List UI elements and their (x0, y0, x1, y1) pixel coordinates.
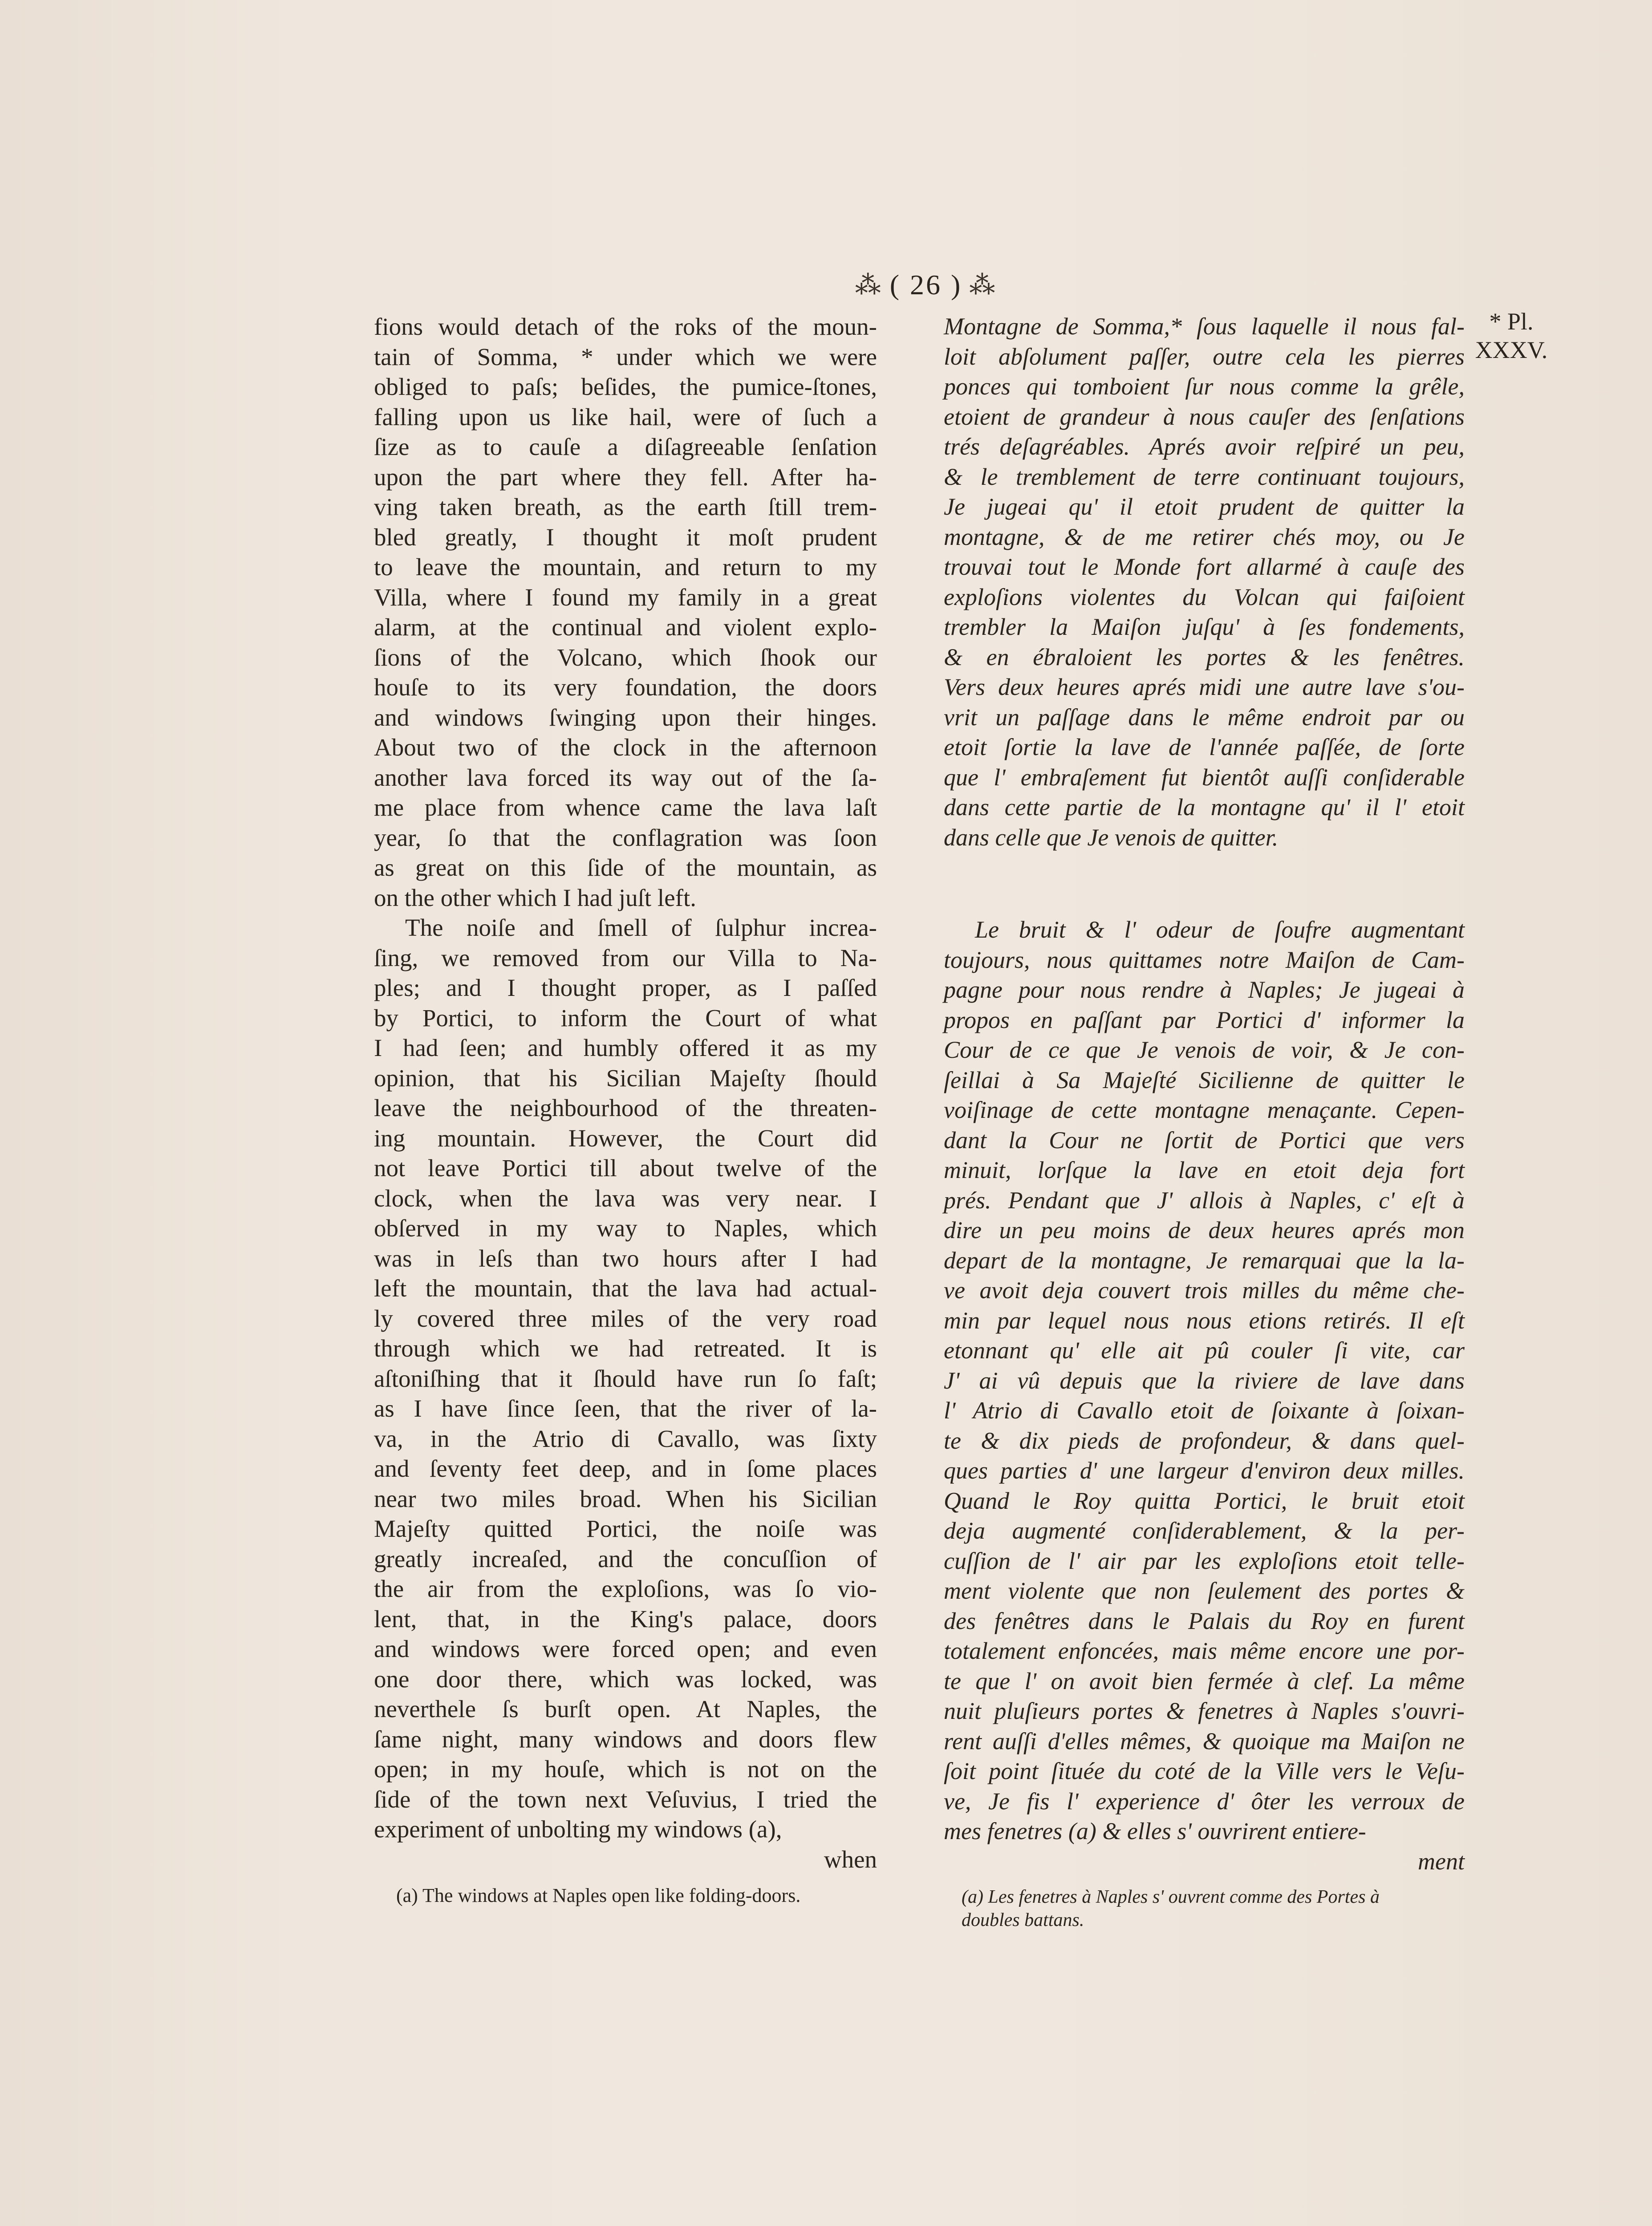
text-line: open; in my houſe, which is not on the (374, 1755, 877, 1783)
plate-reference-line: XXXV. (1475, 337, 1548, 363)
text-line: another lava forced its way out of the ſa- (374, 764, 877, 791)
text-line: clock, when the lava was very near. I (374, 1184, 877, 1212)
text-line: Le bruit & l' odeur de ſoufre augmentant (975, 916, 1465, 943)
text-line: dans celle que Je venois de quitter. (944, 824, 1279, 851)
text-line: opinion, that his Sicilian Majeſty ſhould (374, 1064, 877, 1092)
text-line: vrit un paſſage dans le même endroit par ou (944, 703, 1465, 731)
text-line: ques parties d' une largeur d'environ deux milles. (944, 1457, 1465, 1484)
text-line: Cour de ce que Je venois de voir, & Je con- (944, 1036, 1465, 1063)
text-line: through which we had retreated. It is (374, 1335, 877, 1362)
text-line: pagne pour nous rendre à Naples; Je jugeai à (944, 976, 1465, 1003)
english-paragraph-1 (374, 312, 877, 913)
text-line: ſize as to cauſe a diſagreeable ſenſation (374, 433, 877, 460)
english-footnote: (a) The windows at Naples open like folding-doors. (396, 1885, 801, 1906)
french-footnote-line: doubles battans. (962, 1910, 1084, 1930)
text-line: Je jugeai qu' il etoit prudent de quitter la (944, 493, 1465, 520)
text-line: ment violente que non ſeulement des portes & (944, 1577, 1465, 1604)
text-line: & le tremblement de terre continuant toujours, (944, 463, 1465, 490)
text-line: ſing, we removed from our Villa to Na- (374, 944, 877, 971)
text-line: dans cette partie de la montagne qu' il l' etoit (944, 794, 1465, 821)
english-column (374, 312, 877, 1874)
text-line: fions would detach of the roks of the moun- (374, 313, 877, 340)
text-line: experiment of unbolting my windows (a), (374, 1816, 782, 1843)
text-line: as I have ſince ſeen, that the river of la- (374, 1395, 877, 1422)
text-line: voiſinage de cette montagne menaçante. Cepen- (944, 1097, 1465, 1123)
text-line: obſerved in my way to Naples, which (374, 1215, 877, 1242)
text-line: ly covered three miles of the very road (374, 1304, 877, 1332)
text-line: ſeillai à Sa Majeſté Sicilienne de quitter le (944, 1066, 1465, 1093)
text-line: and windows were forced open; and even (374, 1635, 877, 1662)
text-line: left the mountain, that the lava had actual- (374, 1275, 877, 1302)
text-line: as great on this ſide of the mountain, as (374, 854, 877, 881)
text-line: upon the part where they fell. After ha- (374, 463, 877, 491)
text-line: Villa, where I found my family in a great (374, 583, 877, 611)
text-line: nuit pluſieurs portes & fenetres à Naples s'ouvri- (944, 1698, 1465, 1724)
french-footnote-line: (a) Les fenetres à Naples s' ouvrent comme des Portes à (962, 1887, 1380, 1907)
text-line: and windows ſwinging upon their hinges. (374, 703, 877, 731)
text-line: leave the neighbourhood of the threaten- (374, 1094, 877, 1121)
text-line: etonnant qu' elle ait pû couler ſi vite, car (944, 1337, 1465, 1364)
text-line: lent, that, in the King's palace, doors (374, 1605, 877, 1633)
text-line: houſe to its very foundation, the doors (374, 674, 877, 701)
text-line: falling upon us like hail, were of ſuch a (374, 403, 877, 431)
text-line: dant la Cour ne ſortit de Portici que vers (944, 1126, 1465, 1154)
text-line: The noiſe and ſmell of ſulphur increa- (405, 914, 877, 941)
text-line: and ſeventy feet deep, and in ſome places (374, 1455, 877, 1482)
text-line: ſide of the town next Veſuvius, I tried the (374, 1785, 877, 1813)
text-line: ve avoit deja couvert trois milles du même che- (944, 1277, 1465, 1304)
text-line: va, in the Atrio di Cavallo, was ſixty (374, 1425, 877, 1452)
text-line: aſtoniſhing that it ſhould have run ſo faſt; (374, 1365, 877, 1392)
text-line: toujours, nous quittames notre Maiſon de Cam- (944, 946, 1465, 973)
text-line: depart de la montagne, Je remarquai que la la- (944, 1247, 1465, 1274)
text-line: montagne, & de me retirer chés moy, ou Je (944, 523, 1465, 550)
text-line: prés. Pendant que J' allois à Naples, c' eſt à (944, 1186, 1465, 1214)
text-line: ving taken breath, as the earth ſtill trem- (374, 493, 877, 520)
text-line: on the other which I had juſt left. (374, 884, 696, 911)
text-line: te que l' on avoit bien fermée à clef. La même (944, 1667, 1465, 1694)
text-line: & en ébraloient les portes & les fenêtres. (944, 643, 1465, 670)
text-line: tain of Somma, * under which we were (374, 343, 877, 370)
text-line: obliged to paſs; beſides, the pumice-ſtones, (374, 373, 877, 400)
plate-reference-note (1473, 307, 1549, 364)
text-line: exploſions violentes du Volcan qui faiſoient (944, 583, 1465, 610)
text-line: mes fenetres (a) & elles s' ouvrirent entiere- (944, 1818, 1366, 1844)
french-column (944, 312, 1465, 1877)
text-line: loit abſolument paſſer, outre cela les pierres (944, 343, 1465, 370)
text-line: trouvai tout le Monde fort allarmé à cauſe des (944, 553, 1465, 580)
text-line: to leave the mountain, and return to my (374, 553, 877, 581)
plate-reference-line: * Pl. (1489, 308, 1534, 335)
ornament-right-icon: ⁂ (969, 271, 997, 300)
text-line: rent auſſi d'elles mêmes, & quoique ma Maiſon ne (944, 1727, 1465, 1755)
text-line: ve, Je fis l' experience d' ôter les verroux de (944, 1787, 1465, 1815)
text-line: greatly increaſed, and the concuſſion of (374, 1545, 877, 1572)
text-line: Quand le Roy quitta Portici, le bruit etoit (944, 1487, 1465, 1514)
text-line: totalement enfoncées, mais même encore une por- (944, 1637, 1465, 1664)
ornament-left-icon: ⁂ (855, 271, 883, 300)
text-line: trembler la Maiſon juſqu' à ſes fondements, (944, 613, 1465, 640)
text-line: des fenêtres dans le Palais du Roy en furent (944, 1607, 1465, 1634)
text-line: Majeſty quitted Portici, the noiſe was (374, 1515, 877, 1542)
text-line: l' Atrio di Cavallo etoit de ſoixante à ſoixan- (944, 1397, 1465, 1424)
english-catchword: when (824, 1845, 877, 1873)
text-line: one door there, which was locked, was (374, 1665, 877, 1693)
text-line: ponces qui tomboient ſur nous comme la grêle, (944, 373, 1465, 400)
page-header (828, 263, 1024, 307)
text-line: minuit, lorſque la lave en etoit deja fort (944, 1157, 1465, 1183)
text-line: not leave Portici till about twelve of the (374, 1154, 877, 1182)
text-line: deja augmenté conſiderablement, & la per- (944, 1517, 1465, 1544)
page-number: ( 26 ) (889, 269, 962, 301)
text-line: I had ſeen; and humbly offered it as my (374, 1034, 877, 1061)
text-line: ples; and I thought proper, as I paſſed (374, 974, 877, 1001)
text-line: trés deſagréables. Aprés avoir reſpiré un peu, (944, 433, 1465, 460)
text-line: min par lequel nous nous etions retirés. Il eſt (944, 1307, 1465, 1334)
text-line: ſoit point ſituée du coté de la Ville vers le Veſu- (944, 1758, 1465, 1784)
french-paragraph-2 (944, 915, 1465, 1847)
text-line: dire un peu moins de deux heures aprés mon (944, 1217, 1465, 1243)
text-line: bled greatly, I thought it moſt prudent (374, 523, 877, 551)
french-paragraph-1 (944, 312, 1465, 853)
text-line: near two miles broad. When his Sicilian (374, 1485, 877, 1512)
text-line: cuſſion de l' air par les exploſions etoit telle- (944, 1547, 1465, 1574)
text-line: que l' embraſement fut bientôt auſſi conſiderable (944, 764, 1465, 791)
text-line: J' ai vû depuis que la riviere de lave dans (944, 1367, 1465, 1394)
paragraph-gap (944, 853, 1465, 915)
text-line: ſame night, many windows and doors flew (374, 1725, 877, 1753)
text-line: me place from whence came the lava laſt (374, 794, 877, 821)
text-line: ſions of the Volcano, which ſhook our (374, 643, 877, 671)
text-line: Vers deux heures aprés midi une autre lave s'ou- (944, 674, 1465, 700)
text-line: alarm, at the continual and violent explo- (374, 613, 877, 641)
text-line: ing mountain. However, the Court did (374, 1124, 877, 1152)
text-line: by Portici, to inform the Court of what (374, 1004, 877, 1032)
text-line: About two of the clock in the afternoon (374, 734, 877, 761)
french-footnote (962, 1885, 1465, 1932)
text-line: etoient de grandeur à nous cauſer des ſenſations (944, 403, 1465, 430)
text-line: te & dix pieds de profondeur, & dans quel- (944, 1427, 1465, 1454)
text-line: the air from the exploſions, was ſo vio- (374, 1575, 877, 1602)
french-catchword: ment (1418, 1848, 1465, 1875)
text-line: etoit ſortie la lave de l'année paſſée, de ſorte (944, 734, 1465, 760)
text-line: propos en paſſant par Portici d' informer la (944, 1006, 1465, 1033)
text-line: year, ſo that the conflagration was ſoon (374, 824, 877, 851)
text-line: was in leſs than two hours after I had (374, 1244, 877, 1272)
text-line: neverthele ſs burſt open. At Naples, the (374, 1695, 877, 1722)
english-paragraph-2 (374, 913, 877, 1844)
text-line: Montagne de Somma,* ſous laquelle il nous fal- (944, 313, 1465, 340)
